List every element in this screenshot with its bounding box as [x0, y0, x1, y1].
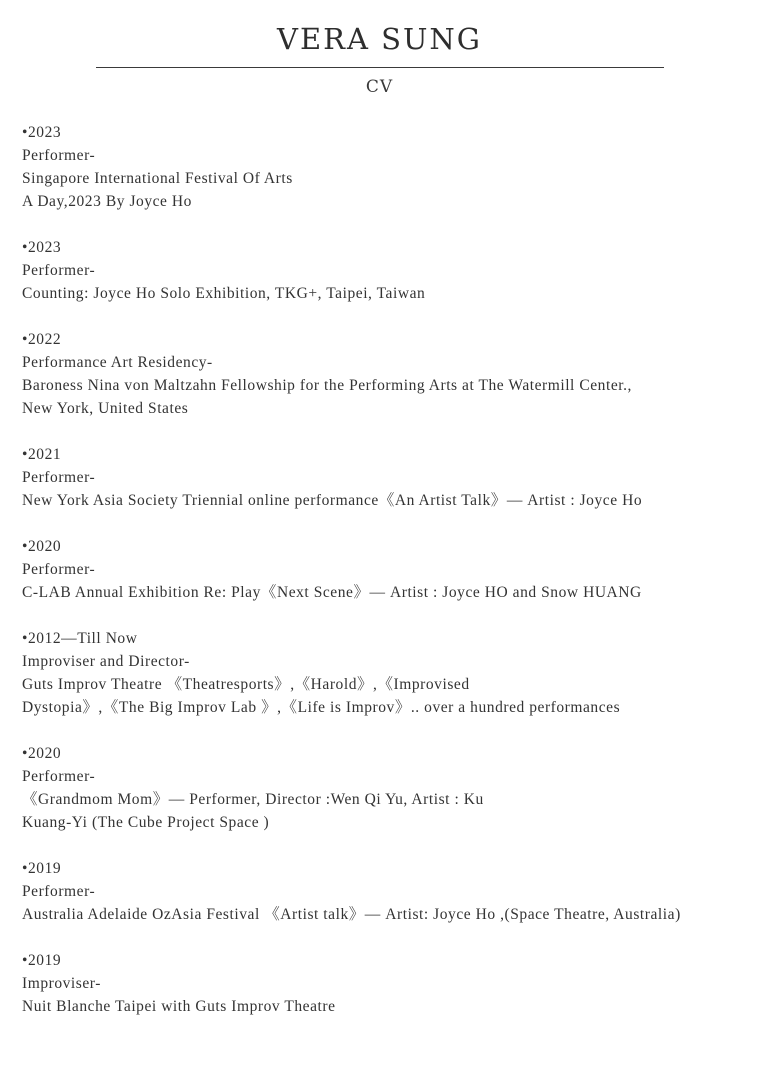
entry-detail-line: Dystopia》,《The Big Improv Lab 》,《Life is Improv》.. over a hundred performances: [22, 699, 621, 716]
title-divider: [96, 67, 664, 68]
entry-detail-line: A Day,2023 By Joyce Ho: [22, 193, 192, 210]
entry-year: •2020: [22, 745, 62, 762]
entry-role: Improviser and Director-: [22, 653, 190, 670]
cv-entry: [22, 627, 752, 719]
entry-year: •2021: [22, 446, 62, 463]
entry-year: •2023: [22, 239, 62, 256]
entry-role: Performer-: [22, 469, 96, 486]
page-subtitle: CV: [365, 77, 394, 97]
cv-entry: [22, 121, 752, 213]
entry-year: •2012—Till Now: [22, 630, 138, 647]
entry-year: •2019: [22, 860, 62, 877]
cv-entry: [22, 443, 752, 512]
entry-year: •2020: [22, 538, 62, 555]
entry-role: Performer-: [22, 883, 96, 900]
entry-detail-line: Guts Improv Theatre 《Theatresports》,《Harold》,《Improvised: [22, 676, 470, 693]
cv-entries-list: [22, 121, 752, 1041]
entry-year: •2022: [22, 331, 62, 348]
entry-detail-line: Australia Adelaide OzAsia Festival 《Artist talk》— Artist: Joyce Ho ,(Space Theatre, Australia): [22, 906, 681, 923]
cv-entry: [22, 236, 752, 305]
cv-entry: [22, 857, 752, 926]
entry-detail-line: Nuit Blanche Taipei with Guts Improv Theatre: [22, 998, 336, 1015]
entry-detail-line: New York, United States: [22, 400, 189, 417]
page-title: VERA SUNG: [277, 22, 482, 56]
entry-role: Performance Art Residency-: [22, 354, 213, 371]
cv-entry: [22, 742, 752, 834]
cv-entry: [22, 949, 752, 1018]
entry-role: Improviser-: [22, 975, 101, 992]
entry-role: Performer-: [22, 147, 96, 164]
entry-role: Performer-: [22, 262, 96, 279]
entry-detail-line: Counting: Joyce Ho Solo Exhibition, TKG+, Taipei, Taiwan: [22, 285, 426, 302]
cv-entry: [22, 328, 752, 420]
cv-entry: [22, 535, 752, 604]
entry-detail-line: C-LAB Annual Exhibition Re: Play《Next Scene》— Artist : Joyce HO and Snow HUANG: [22, 584, 642, 601]
entry-detail-line: Singapore International Festival Of Arts: [22, 170, 293, 187]
entry-detail-line: 《Grandmom Mom》— Performer, Director :Wen Qi Yu, Artist : Ku: [22, 791, 484, 808]
entry-detail-line: Kuang-Yi (The Cube Project Space ): [22, 814, 270, 831]
entry-year: •2019: [22, 952, 62, 969]
entry-role: Performer-: [22, 768, 96, 785]
entry-detail-line: New York Asia Society Triennial online performance《An Artist Talk》— Artist : Joyce Ho: [22, 492, 643, 509]
entry-role: Performer-: [22, 561, 96, 578]
entry-year: •2023: [22, 124, 62, 141]
entry-detail-line: Baroness Nina von Maltzahn Fellowship for the Performing Arts at The Watermill Center.,: [22, 377, 632, 394]
